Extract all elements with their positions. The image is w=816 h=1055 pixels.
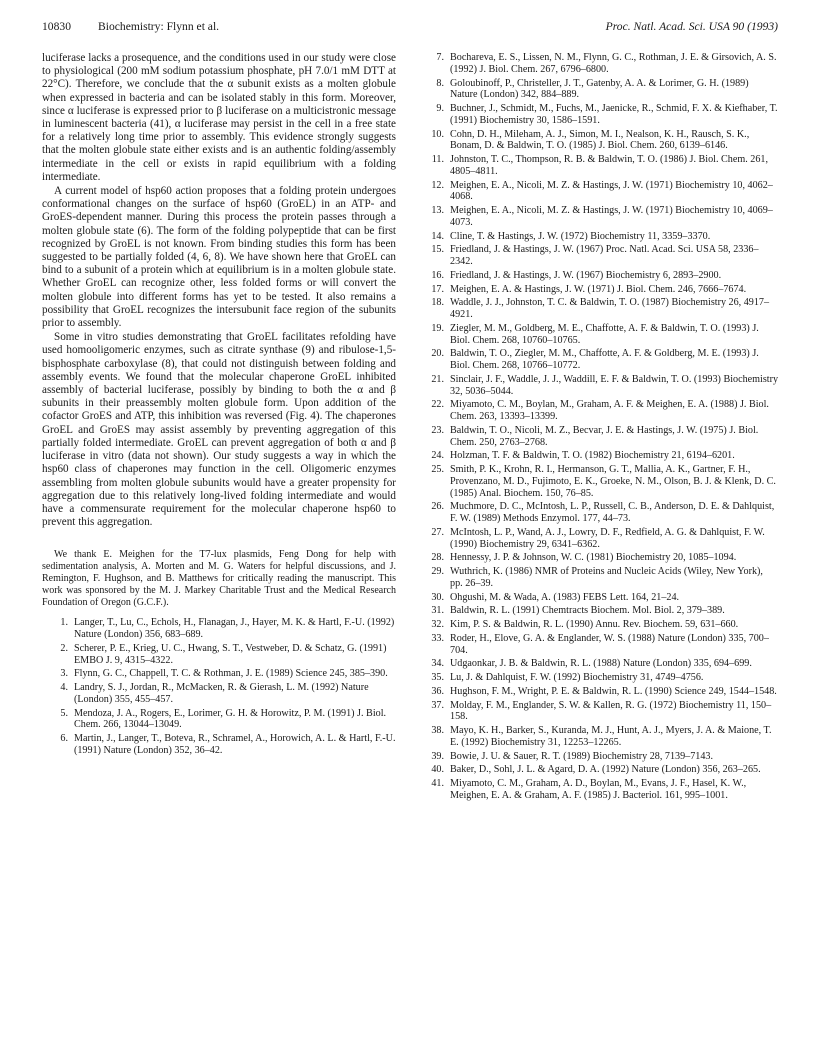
reference-item [418,205,778,229]
reference-text: Meighen, E. A. & Hastings, J. W. (1971) J. Biol. Chem. 246, 7666–7674. [450,283,747,295]
reference-text: Ziegler, M. M., Goldberg, M. E., Chaffotte, A. F. & Baldwin, T. O. (1993) J. Biol. Chem. 268, 10760–10765. [450,322,759,346]
reference-number: 27. [431,526,444,538]
reference-number: 15. [431,244,444,256]
reference-number: 18. [431,297,444,309]
reference-item [418,552,778,564]
reference-number: 13. [431,205,444,216]
reference-number: 5. [60,707,68,719]
reference-item [418,52,778,76]
body-paragraph: luciferase lacks a prosequence, and the conditions used in our study were close to physiological (200 mM sodium potassium phosphate, pH 7.0/1 mM DTT at 22°C). Therefore, we conclude that the α subunit exists as a molten globule when expressed in bacteria and can be isolated stably in this form. Moreover, since α luciferase is expressed prior to β luciferase on a multicistronic message in luminescent bacteria (41), α luciferase may persist in the cell in a free state for a relatively long time prior to assembly. This evidence strongly suggests that the molten globule state either exists and is an authentic folding/assembly intermediate in the cell or exists in rapid equilibrium with a folding intermediate. [42,52,396,183]
reference-text: Bochareva, E. S., Lissen, N. M., Flynn, G. C., Rothman, J. E. & Girsovich, A. S. (1992) J. Biol. Chem. 267, 6796–6800. [450,52,777,75]
reference-item [418,619,778,631]
reference-item [42,682,396,706]
reference-item [418,154,778,178]
body-paragraph: A current model of hsp60 action proposes that a folding protein undergoes conformational changes on the surface of hsp60 (GroEL) in an ATP- and GroES-dependent manner. During this process the protein passes through a molten globule state (6). The form of the folding polypeptide that can be first recognized by GroEL is not known. From binding studies this form has been suggested to be partially folded (4, 6, 8). We have shown here that GroEL can bind to a subunit of a protein which at equilibrium is in a molten globule state. Whether GroEL can recognize other, less folded forms or will convert the molten globule into different forms has yet to be tested. It also remains a possibility that GroEL recognizes the intersubunit face region of the subunits prior to assembly. [42,185,396,330]
reference-item [418,566,778,590]
reference-text: Cohn, D. H., Mileham, A. J., Simon, M. I., Nealson, K. H., Rausch, S. K., Bonam, D. & Baldwin, T. O. (1985) J. Biol. Chem. 260, 6139–6146. [450,128,750,152]
reference-item [418,270,778,282]
reference-number: 4. [60,682,68,694]
reference-text: Sinclair, J. F., Waddle, J. J., Waddill, E. F. & Baldwin, T. O. (1993) Biochemistry 32, 5036–5044. [450,373,779,397]
reference-text: Muchmore, D. C., McIntosh, L. P., Russell, C. B., Anderson, D. E. & Dahlquist, F. W. (1989) Methods Enzymol. 177, 44–73. [450,501,775,524]
reference-item [418,764,778,776]
reference-number: 17. [431,283,444,295]
reference-item [418,244,778,268]
page-number: 10830 [42,20,71,33]
reference-number: 33. [431,632,444,644]
reference-list-left [42,617,396,756]
reference-item [418,323,778,347]
reference-text: Langer, T., Lu, C., Echols, H., Flanagan, J., Hayer, M. K. & Hartl, F.-U. (1992) Nature (London) 356, 683–689. [74,617,395,641]
reference-item [418,672,778,684]
reference-item [418,129,778,153]
reference-number: 21. [431,373,444,385]
reference-text: Wuthrich, K. (1986) NMR of Proteins and Nucleic Acids (Wiley, New York), pp. 26–39. [450,566,763,589]
reference-item [418,374,778,398]
reference-number: 7. [436,52,444,63]
reference-number: 9. [436,103,444,114]
reference-text: Scherer, P. E., Krieg, U. C., Hwang, S. T., Vestweber, D. & Schatz, G. (1991) EMBO J. 9, 4315–4322. [74,642,387,666]
journal-citation: Proc. Natl. Acad. Sci. USA 90 (1993) [605,20,778,33]
reference-text: McIntosh, L. P., Wand, A. J., Lowry, D. F., Redfield, A. G. & Dahlquist, F. W. (1990) Biochemistry 29, 6341–6362. [450,526,765,550]
reference-number: 28. [431,552,444,564]
reference-number: 14. [431,230,444,242]
reference-number: 34. [431,658,444,670]
reference-number: 2. [60,642,68,654]
reference-text: Meighen, E. A., Nicoli, M. Z. & Hastings, J. W. (1971) Biochemistry 10, 4062–4068. [450,179,773,203]
reference-text: Baldwin, R. L. (1991) Chemtracts Biochem. Mol. Biol. 2, 379–389. [450,605,725,617]
running-header [42,20,778,36]
reference-item [418,425,778,449]
reference-number: 30. [431,591,444,603]
reference-item [418,297,778,321]
reference-item [418,399,778,423]
reference-number: 39. [431,750,444,762]
reference-item [42,708,396,732]
reference-text: Roder, H., Elove, G. A. & Englander, W. S. (1988) Nature (London) 335, 700–704. [450,632,769,656]
reference-text: Meighen, E. A., Nicoli, M. Z. & Hastings, J. W. (1971) Biochemistry 10, 4069–4073. [450,205,773,228]
reference-text: Mayo, K. H., Barker, S., Kuranda, M. J., Hunt, A. J., Myers, J. A. & Maione, T. E. (1992) Biochemistry 31, 12253–12265. [450,725,772,748]
reference-item [418,348,778,372]
acknowledgment: We thank E. Meighen for the T7-lux plasmids, Feng Dong for help with sedimentation analysis, A. Morten and M. G. Waters for helpful discussions, and J. Remington, F. Hughson, and B. Matthews for critically reading the manuscript. This work was sponsored by the M. J. Markey Charitable Trust and the Medical Research Foundation of Oregon (G.C.F.). [42,549,396,609]
right-column [418,52,778,804]
reference-item [418,778,778,802]
reference-item [42,617,396,641]
reference-item [418,180,778,204]
reference-number: 6. [60,733,68,745]
reference-text: Baldwin, T. O., Nicoli, M. Z., Becvar, J. E. & Hastings, J. W. (1975) J. Biol. Chem. 250, 2763–2768. [450,424,759,448]
reference-number: 41. [431,778,444,789]
reference-number: 22. [431,399,444,411]
reference-item [42,733,396,757]
reference-number: 38. [431,725,444,736]
reference-text: Miyamoto, C. M., Graham, A. D., Boylan, M., Evans, J. F., Hasel, K. W., Meighen, E. A. & Graham, A. F. (1985) J. Bacteriol. 161, 995–1001. [450,778,747,801]
reference-text: Miyamoto, C. M., Boylan, M., Graham, A. F. & Meighen, E. A. (1988) J. Biol. Chem. 263, 13393–13399. [450,399,769,422]
reference-number: 8. [436,77,444,89]
body-paragraph: Some in vitro studies demonstrating that GroEL facilitates refolding have used homooligomeric enzymes, such as citrate synthase (9) and ribulose-1,5-bisphosphate carboxylase (8), that could not distinguish between folding and assembly events. We found that the molecular chaperone GroEL inhibited assembly of bacterial luciferase, possibly by binding to both the α and β subunits in their preassembly molten globule form. Upon addition of the cofactor GroES and ATP, this inhibition was reversed (Fig. 4). The chaperones GroEL and GroES may assist assembly by preventing aggregation of this partially folded intermediate. GroEL can prevent aggregation of both α and β luciferase in vitro (data not shown). Our study suggests a way in which the hsp60 class of chaperones may function in the cell. Oligomeric enzymes assembling from molten globule subunits would have a greater propensity for aggregation due to this relatively long-lived folding intermediate and would have a commensurate requirement for the molecular chaperone hsp60 to prevent this aggregation. [42,331,396,529]
reference-text: Smith, P. K., Krohn, R. I., Hermanson, G. T., Mallia, A. K., Gartner, F. H., Provenzano, M. D., Fujimoto, E. K., Groeke, N. M., Olson, B. J. & Klenk, D. C. (1985) Anal. Biochem. 150, 76–85. [450,464,776,499]
reference-item [418,700,778,724]
reference-number: 23. [431,424,444,436]
reference-text: Udgaonkar, J. B. & Baldwin, R. L. (1988) Nature (London) 335, 694–699. [450,658,752,670]
reference-item [418,78,778,102]
reference-text: Landry, S. J., Jordan, R., McMacken, R. & Gierash, L. M. (1992) Nature (London) 355, 455–457. [74,682,369,705]
reference-item [42,668,396,680]
reference-number: 36. [431,685,444,697]
reference-item [418,725,778,749]
journal-section-author: Biochemistry: Flynn et al. [98,20,220,33]
reference-item [418,633,778,657]
reference-item [418,501,778,525]
reference-text: Bowie, J. U. & Sauer, R. T. (1989) Biochemistry 28, 7139–7143. [450,750,714,762]
reference-text: Baldwin, T. O., Ziegler, M. M., Chaffotte, A. F. & Goldberg, M. E. (1993) J. Biol. Chem. 268, 10766–10772. [450,348,759,371]
reference-text: Ohgushi, M. & Wada, A. (1983) FEBS Lett. 164, 21–24. [450,591,680,603]
reference-number: 29. [431,566,444,577]
reference-text: Hennessy, J. P. & Johnson, W. C. (1981) Biochemistry 20, 1085–1094. [450,552,737,564]
reference-text: Cline, T. & Hastings, J. W. (1972) Biochemistry 11, 3359–3370. [450,230,711,242]
reference-number: 35. [431,672,444,683]
reference-text: Johnston, T. C., Thompson, R. B. & Baldwin, T. O. (1986) J. Biol. Chem. 261, 4805–4811. [450,154,769,177]
reference-item [418,658,778,670]
reference-number: 32. [431,619,444,630]
reference-item [418,605,778,617]
reference-item [418,751,778,763]
reference-list-right [418,52,778,802]
reference-number: 20. [431,348,444,360]
reference-text: Flynn, G. C., Chappell, T. C. & Rothman, J. E. (1989) Science 245, 385–390. [74,668,388,680]
reference-number: 31. [431,605,444,617]
reference-text: Holzman, T. F. & Baldwin, T. O. (1982) Biochemistry 21, 6194–6201. [450,450,735,462]
reference-item [418,450,778,462]
left-column [42,52,396,759]
reference-number: 3. [60,668,68,680]
reference-number: 24. [431,450,444,462]
reference-text: Hughson, F. M., Wright, P. E. & Baldwin, R. L. (1990) Science 249, 1544–1548. [450,685,777,697]
reference-item [418,464,778,499]
reference-text: Martin, J., Langer, T., Boteva, R., Schramel, A., Horowich, A. L. & Hartl, F.-U. (1991) Nature (London) 352, 36–42. [74,733,396,756]
reference-number: 11. [431,154,444,165]
reference-number: 12. [431,179,444,191]
reference-text: Friedland, J. & Hastings, J. W. (1967) Proc. Natl. Acad. Sci. USA 58, 2336–2342. [450,244,759,267]
reference-text: Kim, P. S. & Baldwin, R. L. (1990) Annu. Rev. Biochem. 59, 631–660. [450,619,739,630]
reference-text: Mendoza, J. A., Rogers, E., Lorimer, G. H. & Horowitz, P. M. (1991) J. Biol. Chem. 266, 13044–13049. [74,707,387,731]
reference-text: Molday, F. M., Englander, S. W. & Kallen, R. G. (1972) Biochemistry 11, 150–158. [450,699,772,723]
reference-number: 26. [431,501,444,513]
reference-item [418,592,778,604]
reference-item [418,231,778,243]
reference-number: 16. [431,269,444,281]
reference-item [418,284,778,296]
reference-item [418,527,778,551]
reference-number: 40. [431,764,444,776]
reference-text: Buchner, J., Schmidt, M., Fuchs, M., Jaenicke, R., Schmid, F. X. & Kiefhaber, T. (1991) Biochemistry 30, 1586–1591. [450,103,778,126]
reference-number: 10. [431,128,444,140]
reference-text: Goloubinoff, P., Christeller, J. T., Gatenby, A. A. & Lorimer, G. H. (1989) Nature (London) 342, 884–889. [450,77,749,101]
reference-number: 25. [431,464,444,475]
reference-number: 37. [431,699,444,711]
reference-item [418,686,778,698]
reference-text: Baker, D., Sohl, J. L. & Agard, D. A. (1992) Nature (London) 356, 263–265. [450,764,761,776]
reference-number: 19. [431,322,444,334]
reference-text: Friedland, J. & Hastings, J. W. (1967) Biochemistry 6, 2893–2900. [450,269,722,281]
reference-number: 1. [60,617,68,629]
reference-item [42,643,396,667]
reference-text: Lu, J. & Dahlquist, F. W. (1992) Biochemistry 31, 4749–4756. [450,672,704,683]
reference-item [418,103,778,127]
reference-text: Waddle, J. J., Johnston, T. C. & Baldwin, T. O. (1987) Biochemistry 26, 4917–4921. [450,297,770,320]
